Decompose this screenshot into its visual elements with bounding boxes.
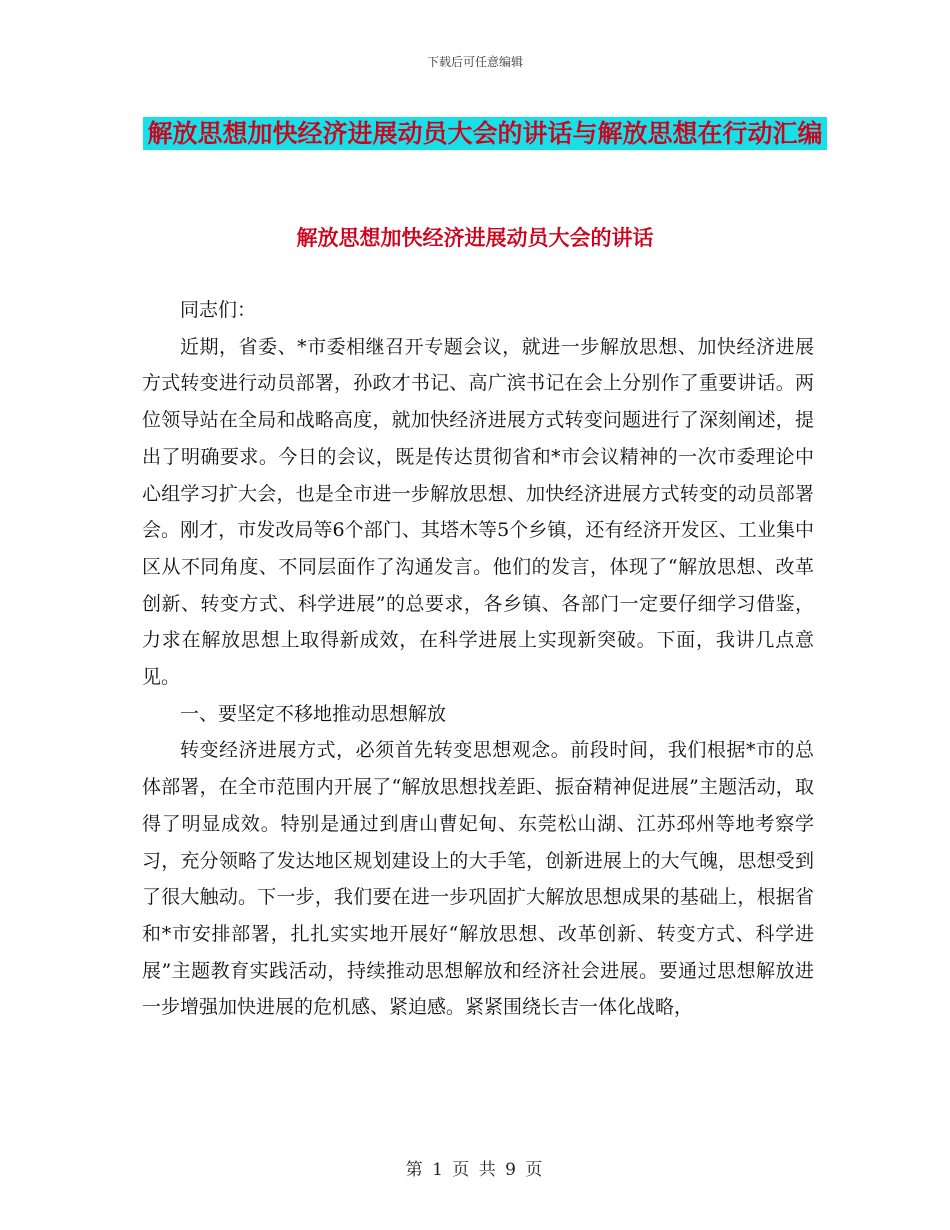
document-title xyxy=(140,112,830,156)
body-paragraph: 转变经济进展方式，必须首先转变思想观念。前段时间，我们根据*市的总体部署，在全市范围内开展了“解放思想找差距、振奋精神促进展”主题活动，取得了明显成效。特别是通过到唐山曹妃甸、东莞松山湖、江苏邳州等地考察学习，充分领略了发达地区规划建设上的大手笔，创新进展上的大气魄，思想受到了很大触动。下一步，我们要在进一步巩固扩大解放思想成果的基础上，根据省和*市安排部署，扎扎实实地开展好“解放思想、改革创新、转变方式、科学进展”主题教育实践活动，持续推动思想解放和经济社会进展。要通过思想解放进一步增强加快进展的危机感、紧迫感。紧紧围绕长吉一体化战略， xyxy=(142,739,814,1019)
header-note: 下载后可任意编辑 xyxy=(426,55,523,69)
section-title: 解放思想加快经济进展动员大会的讲话 xyxy=(296,226,654,250)
body-text xyxy=(142,292,814,1026)
salutation-paragraph: 同志们： xyxy=(180,299,257,321)
document-title-highlight: 解放思想加快经济进展动员大会的讲话与解放思想在行动汇编 xyxy=(143,117,826,150)
page-footer: 第 1 页 共 9 页 xyxy=(405,1160,545,1180)
body-paragraph: 近期，省委、*市委相继召开专题会议，就进一步解放思想、加快经济进展方式转变进行动员部署，孙政才书记、高广滨书记在会上分别作了重要讲话。两位领导站在全局和战略高度，就加快经济进展方式转变问题进行了深刻阐述，提出了明确要求。今日的会议，既是传达贯彻省和*市会议精神的一次市委理论中心组学习扩大会，也是全市进一步解放思想、加快经济进展方式转变的动员部署会。刚才，市发改局等6个部门、其塔木等5个乡镇，还有经济开发区、工业集中区从不同角度、不同层面作了沟通发言。他们的发言，体现了“解放思想、改革创新、转变方式、科学进展”的总要求，各乡镇、各部门一定要仔细学习借鉴，力求在解放思想上取得新成效，在科学进展上实现新突破。下面，我讲几点意见。 xyxy=(142,335,814,689)
subheading-paragraph: 一、要坚定不移地推动思想解放 xyxy=(180,702,447,725)
